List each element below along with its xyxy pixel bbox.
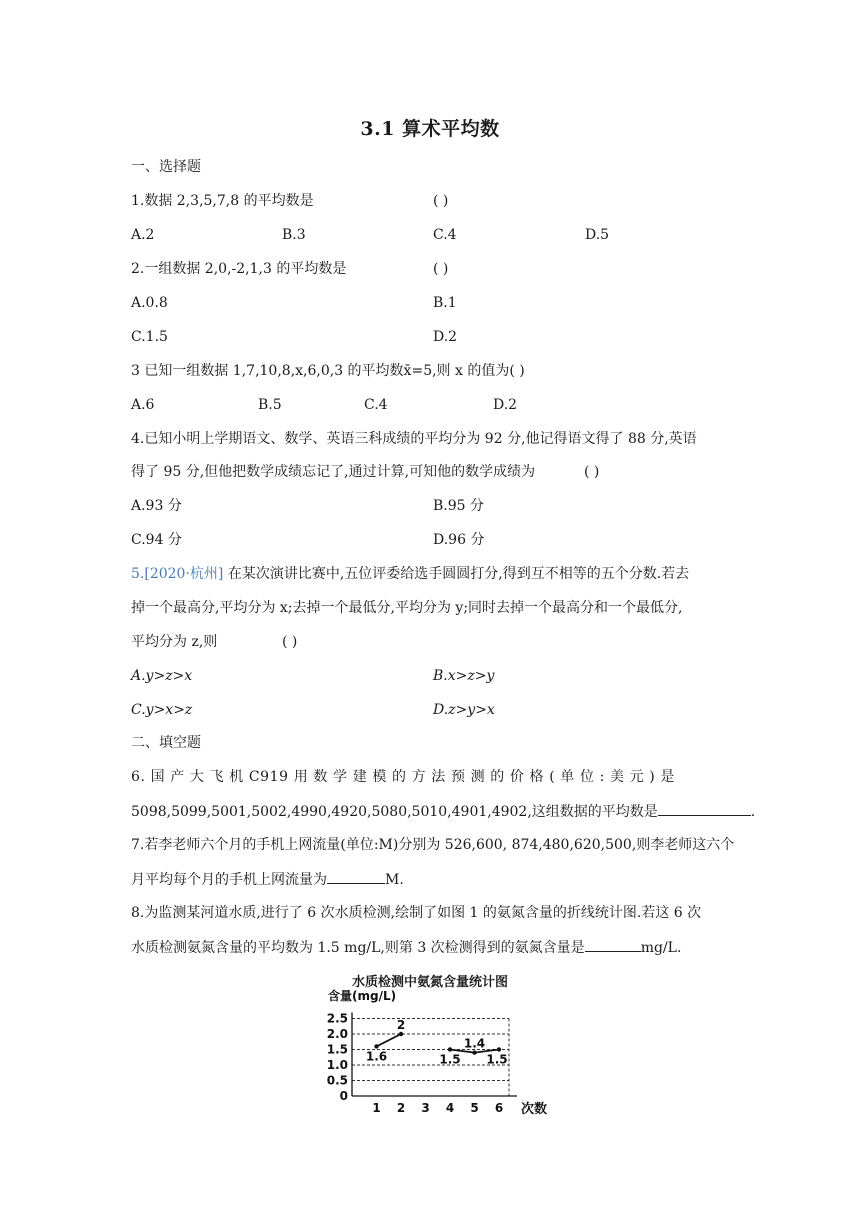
data-point — [399, 1032, 403, 1036]
data-label: 1.5 — [486, 1052, 508, 1067]
data-label: 1.5 — [439, 1052, 461, 1067]
question-3-option-a: A.6 — [131, 397, 155, 413]
x-tick-label: 4 — [445, 1101, 455, 1115]
x-tick-label: 1 — [372, 1101, 381, 1115]
data-point — [374, 1044, 378, 1048]
question-4-stem-line-1: 4.已知小明上学期语文、数学、英语三科成绩的平均分为 92 分,他记得语文得了 88 分,英语 — [131, 431, 697, 447]
x-tick-label: 3 — [421, 1101, 430, 1115]
question-6-stem-line-2 — [131, 801, 755, 822]
question-2-option-a: A.0.8 — [131, 295, 168, 311]
question-5-answer-paren: ( ) — [282, 634, 298, 650]
question-5-stem-line-2: 掉一个最高分,平均分为 x;去掉一个最低分,平均分为 y;同时去掉一个最高分和一个最低分, — [131, 600, 683, 616]
question-2-answer-paren: ( ) — [433, 261, 449, 277]
question-1-option-d: D.5 — [585, 227, 610, 243]
y-tick-label: 1.5 — [326, 1042, 348, 1057]
question-6-answer-blank — [658, 801, 751, 816]
question-2-stem: 2.一组数据 2,0,-2,1,3 的平均数是 — [131, 261, 347, 277]
x-axis-label: 次数 — [521, 1102, 548, 1116]
question-3-option-b: B.5 — [258, 397, 282, 413]
question-5-option-d: D.z>y>x — [433, 702, 495, 718]
question-8-answer-blank — [585, 937, 641, 952]
y-axis-label: 含量(mg/L) — [328, 989, 397, 1003]
question-3-option-d: D.2 — [493, 397, 518, 413]
question-5-option-a: A.y>z>x — [131, 668, 193, 684]
section-heading-fill-in: 二、填空题 — [131, 735, 201, 751]
question-7-answer-blank — [327, 869, 385, 884]
question-2-option-c: C.1.5 — [131, 329, 168, 345]
question-1-stem: 1.数据 2,3,5,7,8 的平均数是 — [131, 193, 314, 209]
question-1-option-a: A.2 — [131, 227, 155, 243]
x-tick-label: 6 — [494, 1101, 504, 1115]
y-tick-label: 1.0 — [326, 1058, 348, 1072]
y-tick-label: 0.5 — [326, 1073, 348, 1088]
question-1-option-b: B.3 — [282, 227, 306, 243]
x-tick-label: 2 — [396, 1101, 406, 1115]
data-point — [472, 1050, 476, 1054]
question-4-answer-paren: ( ) — [584, 464, 600, 480]
data-point — [497, 1047, 501, 1051]
question-3-option-c: C.4 — [364, 397, 388, 413]
question-5-source-citation: 5.[2020·杭州] — [131, 566, 224, 582]
question-6-stem-text: 5098,5099,5001,5002,4990,4920,5080,5010,4901,4902,这组数据的平均数是 — [131, 804, 658, 820]
question-8-stem-line-1: 8.为监测某河道水质,进行了 6 次水质检测,绘制了如图 1 的氨氮含量的折线统计图.若这 6 次 — [131, 905, 702, 921]
question-8-stem-text: 水质检测氨氮含量的平均数为 1.5 mg/L,则第 3 次检测得到的氨氮含量是 — [131, 940, 585, 956]
question-7-stem-end: M. — [385, 872, 404, 888]
question-1-option-c: C.4 — [433, 227, 457, 243]
data-label: 1.4 — [463, 1036, 486, 1051]
series-line-segment — [377, 1034, 402, 1046]
data-label: 2 — [396, 1018, 406, 1032]
question-5-stem-line-1 — [131, 564, 689, 584]
question-8-stem-end: mg/L. — [640, 940, 682, 956]
ammonia-line-chart — [318, 986, 548, 1116]
question-7-stem-line-2 — [131, 869, 404, 890]
page-title: 3.1 算术平均数 — [360, 118, 500, 140]
question-2-option-d: D.2 — [433, 329, 458, 345]
question-4-option-b: B.95 分 — [433, 498, 485, 514]
question-6-stem-end: . — [750, 804, 756, 820]
section-heading-choice: 一、选择题 — [131, 159, 201, 175]
x-tick-label: 5 — [470, 1101, 479, 1115]
chart-title: 水质检测中氨氮含量统计图 — [351, 975, 508, 990]
question-4-stem-line-2: 得了 95 分,但他把数学成绩忘记了,通过计算,可知他的数学成绩为 — [131, 464, 536, 480]
question-5-stem-text: 在某次演讲比赛中,五位评委给选手圆圆打分,得到互不相等的五个分数.若去 — [223, 566, 690, 582]
data-label: 1.6 — [365, 1049, 388, 1064]
question-1-answer-paren: ( ) — [433, 193, 449, 209]
question-7-stem-text: 月平均每个月的手机上网流量为 — [131, 872, 327, 888]
question-6-stem-line-1: 6. 国 产 大 飞 机 C919 用 数 学 建 模 的 方 法 预 测 的 价 格 ( 单 位 : 美 元 ) 是 — [131, 769, 675, 785]
question-5-option-b: B.x>z>y — [433, 668, 495, 684]
question-7-stem-line-1: 7.若李老师六个月的手机上网流量(单位:M)分别为 526,600, 874,480,620,500,则李老师这六个 — [131, 837, 735, 853]
question-5-stem-line-3: 平均分为 z,则 — [131, 634, 218, 650]
question-4-option-d: D.96 分 — [433, 532, 485, 548]
y-tick-label: 0 — [339, 1089, 348, 1103]
question-5-option-c: C.y>x>z — [131, 702, 193, 718]
y-tick-label: 2.5 — [326, 1011, 348, 1026]
y-tick-label: 2.0 — [326, 1027, 348, 1041]
question-8-stem-line-2 — [131, 937, 681, 958]
data-point — [448, 1047, 452, 1051]
question-4-option-a: A.93 分 — [131, 498, 182, 514]
question-4-option-c: C.94 分 — [131, 532, 182, 548]
question-3-stem: 3 已知一组数据 1,7,10,8,x,6,0,3 的平均数x̄=5,则 x 的值为( ) — [131, 363, 525, 379]
question-2-option-b: B.1 — [433, 295, 457, 311]
